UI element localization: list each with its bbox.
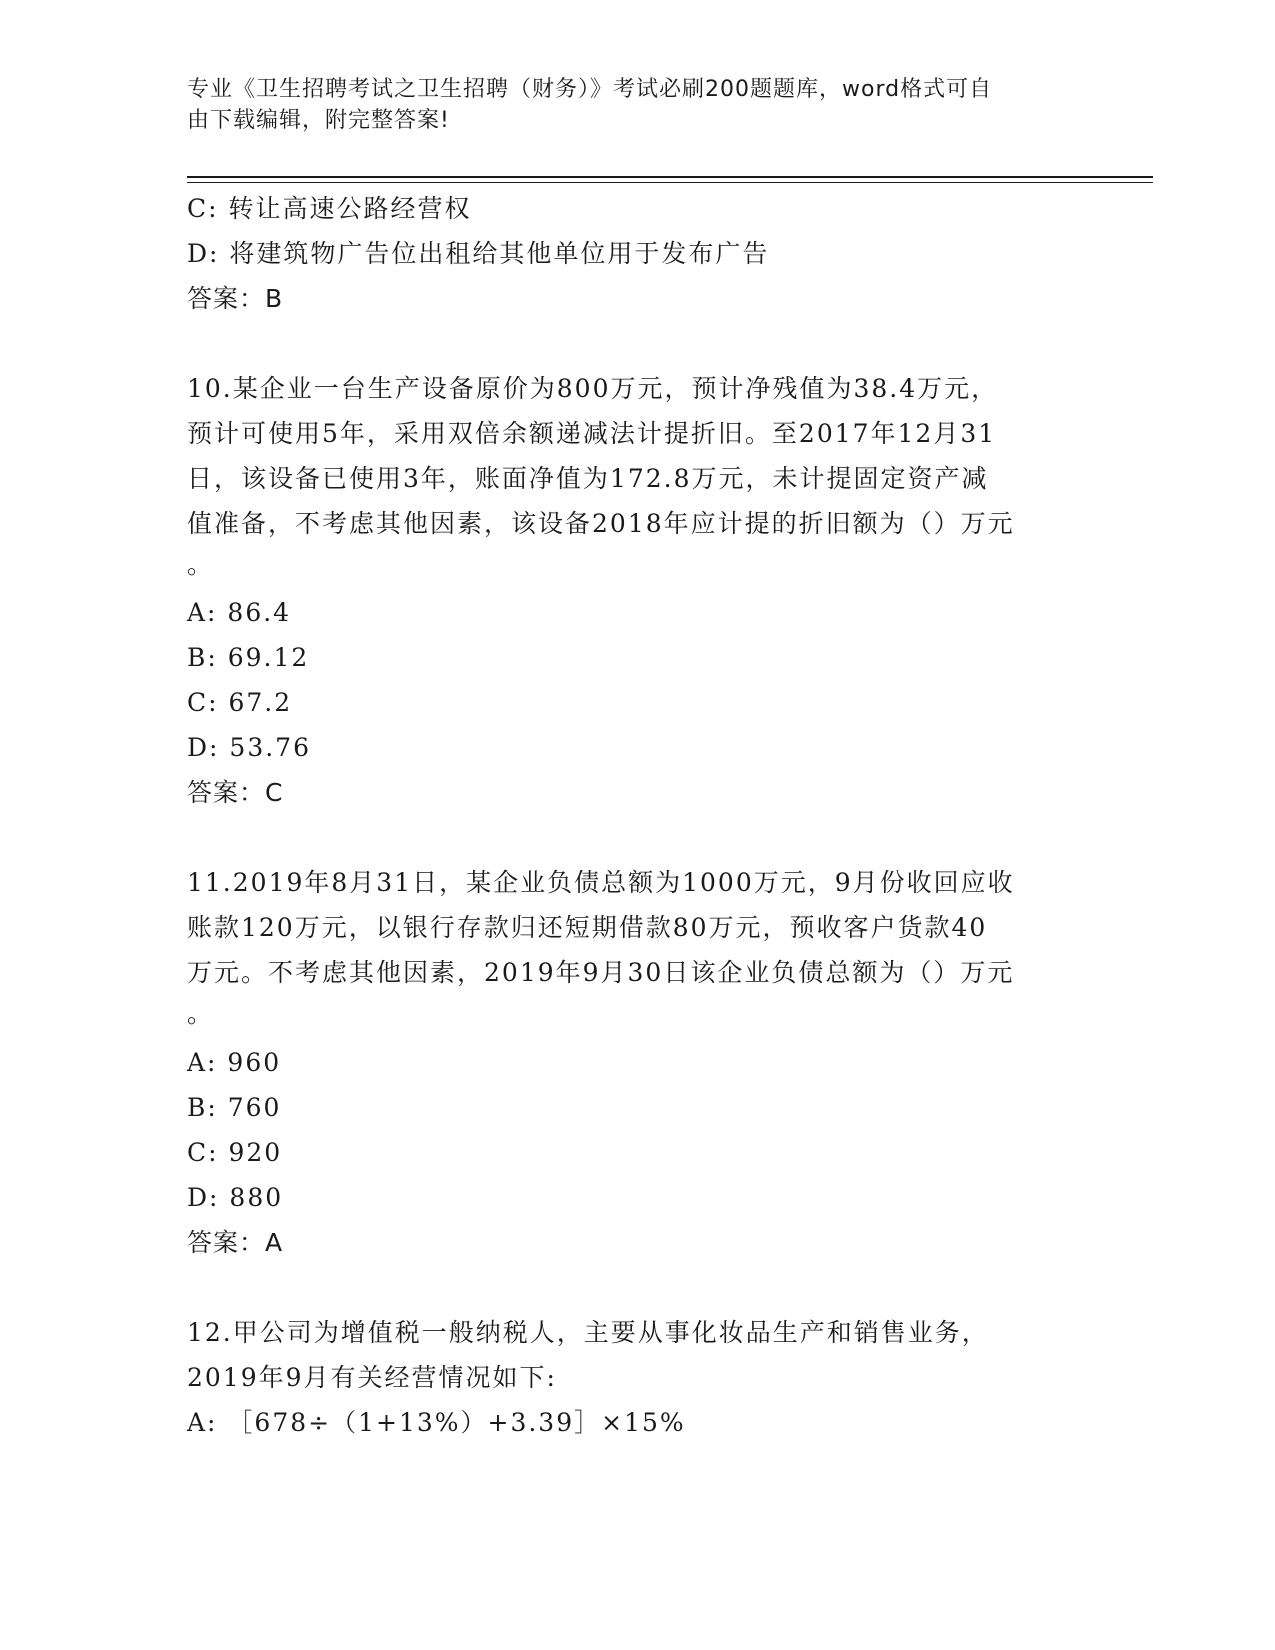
header-divider-thin bbox=[187, 182, 1153, 183]
q11-option-b: B: 760 bbox=[187, 1093, 282, 1122]
q12-option-a: A: ［678÷（1+13%）+3.39］×15% bbox=[187, 1408, 686, 1437]
q10-stem-line-3: 日，该设备已使用3年，账面净值为172.8万元，未计提固定资产减 bbox=[187, 464, 989, 493]
q12-stem-line-1: 12.甲公司为增值税一般纳税人，主要从事化妆品生产和销售业务， bbox=[187, 1318, 989, 1347]
q11-option-c: C: 920 bbox=[187, 1138, 283, 1167]
q11-stem-line-1: 11.2019年8月31日，某企业负债总额为1000万元，9月份收回应收 bbox=[187, 868, 1015, 897]
q11-stem-line-3: 万元。不考虑其他因素，2019年9月30日该企业负债总额为（）万元 bbox=[187, 958, 1015, 987]
q9-answer: 答案：B bbox=[187, 284, 284, 313]
q10-stem-line-5: 。 bbox=[187, 550, 215, 579]
q11-option-a: A: 960 bbox=[187, 1048, 282, 1077]
q9-option-d: D: 将建筑物广告位出租给其他单位用于发布广告 bbox=[187, 239, 770, 268]
q10-stem-line-4: 值准备，不考虑其他因素，该设备2018年应计提的折旧额为（）万元 bbox=[187, 509, 1015, 538]
q11-option-d: D: 880 bbox=[187, 1183, 284, 1212]
header-text-line-1: 专业《卫生招聘考试之卫生招聘（财务）》考试必刷200题题库，word格式可自 bbox=[187, 77, 993, 102]
q10-stem-line-2: 预计可使用5年，采用双倍余额递减法计提折旧。至2017年12月31 bbox=[187, 419, 997, 448]
q10-option-b: B: 69.12 bbox=[187, 643, 310, 672]
header-text-line-2: 由下载编辑，附完整答案! bbox=[187, 108, 450, 133]
q10-option-d: D: 53.76 bbox=[187, 733, 311, 762]
q9-option-c: C: 转让高速公路经营权 bbox=[187, 194, 472, 223]
q11-stem-line-4: 。 bbox=[187, 999, 215, 1028]
header-divider-thick bbox=[187, 176, 1153, 178]
q11-stem-line-2: 账款120万元，以银行存款归还短期借款80万元，预收客户货款40 bbox=[187, 913, 988, 942]
q10-stem-line-1: 10.某企业一台生产设备原价为800万元，预计净残值为38.4万元， bbox=[187, 374, 999, 403]
q10-option-a: A: 86.4 bbox=[187, 598, 292, 627]
q10-option-c: C: 67.2 bbox=[187, 688, 293, 717]
q10-answer: 答案：C bbox=[187, 778, 284, 807]
page-header bbox=[187, 74, 1067, 136]
q12-stem-line-2: 2019年9月有关经营情况如下: bbox=[187, 1363, 557, 1392]
q11-answer: 答案：A bbox=[187, 1228, 284, 1257]
